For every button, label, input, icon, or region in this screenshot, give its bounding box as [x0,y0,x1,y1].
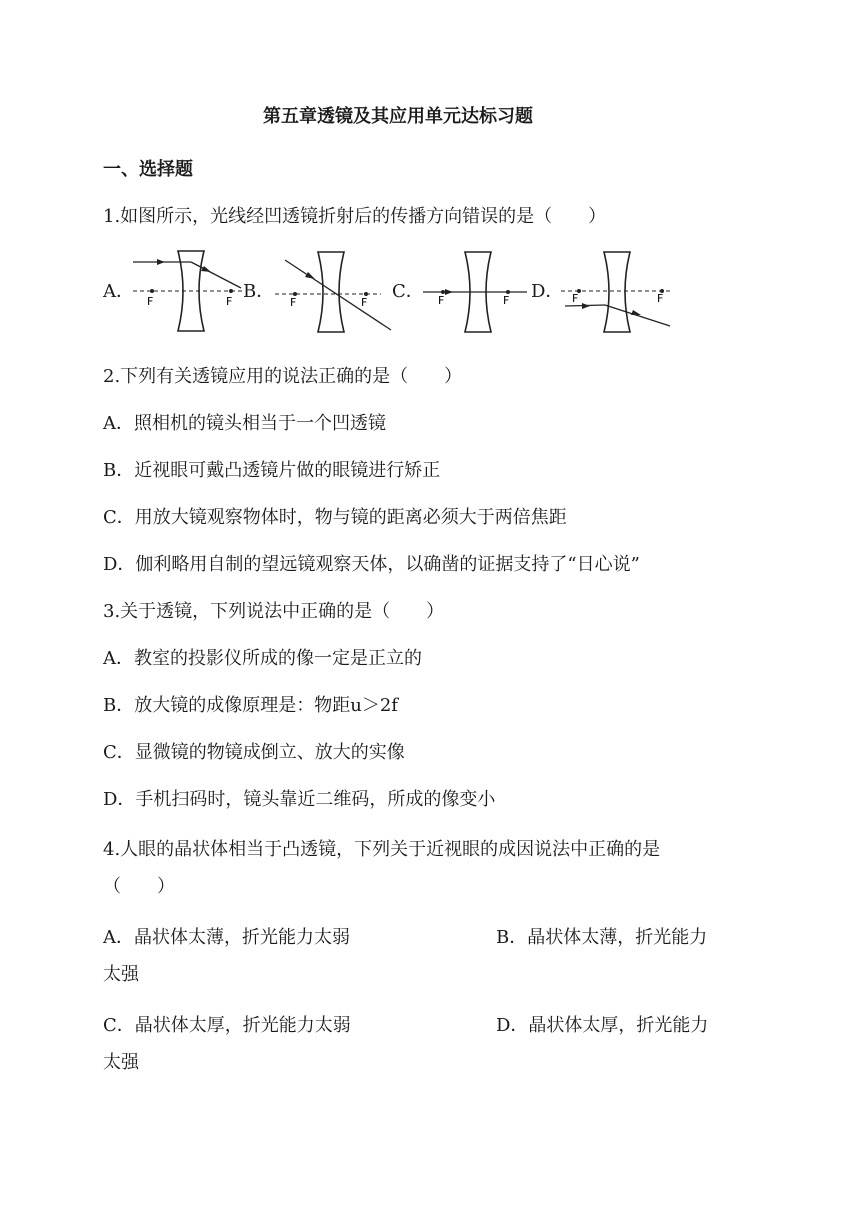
q1-option-d-label: D． [531,281,564,302]
q1-option-b-label: B． [243,281,275,302]
q3-option-c: C．显微镜的物镜成倒立、放大的实像 [103,742,405,763]
q4-option-d-cont: 太强 [103,1052,139,1073]
q1-lens-diagrams [125,248,685,334]
q2-option-d: D．伽利略用自制的望远镜观察天体，以确凿的证据支持了“日心说” [103,554,640,575]
q3-option-d: D．手机扫码时，镜头靠近二维码，所成的像变小 [103,789,496,810]
page-title: 第五章透镜及其应用单元达标习题 [263,106,533,127]
focus-label: F [361,296,368,309]
q4-option-a: A．晶状体太薄，折光能力太弱 [103,927,350,948]
q4-option-c: C．晶状体太厚，折光能力太弱 [103,1015,351,1036]
question-2-stem: 2.下列有关透镜应用的说法正确的是（ ） [103,366,463,387]
q3-option-a: A．教室的投影仪所成的像一定是正立的 [103,648,422,669]
q2-option-b: B．近视眼可戴凸透镜片做的眼镜进行矫正 [103,460,441,481]
q1-option-c-label: C． [392,281,424,302]
q4-option-b-cont: 太强 [103,964,139,985]
section-heading: 一、选择题 [103,159,193,180]
diagram-b [275,252,391,332]
focus-label: F [290,296,297,309]
question-1-stem: 1.如图所示，光线经凹透镜折射后的传播方向错误的是（ ） [103,206,607,227]
q4-option-d: D．晶状体太厚，折光能力 [496,1015,709,1036]
focus-label: F [438,294,445,307]
q3-option-b: B．放大镜的成像原理是：物距u＞2f [103,695,398,716]
q4-option-b: B．晶状体太薄，折光能力 [496,927,708,948]
diagram-a [133,251,245,331]
focus-label: F [657,292,664,305]
focus-label: F [572,292,579,305]
q2-option-c: C．用放大镜观察物体时，物与镜的距离必须大于两倍焦距 [103,507,567,528]
diagram-d [561,252,670,332]
q2-option-a: A．照相机的镜头相当于一个凹透镜 [103,413,386,434]
question-3-stem: 3.关于透镜，下列说法中正确的是（ ） [103,601,445,622]
question-4-stem: 4.人眼的晶状体相当于凸透镜，下列关于近视眼的成因说法中正确的是 [103,839,661,860]
question-4-stem-cont: （ ） [103,876,175,897]
focus-label: F [226,295,233,308]
q1-option-a-label: A． [103,281,134,302]
focus-label: F [147,295,154,308]
focus-label: F [503,294,510,307]
diagram-c [423,252,527,332]
